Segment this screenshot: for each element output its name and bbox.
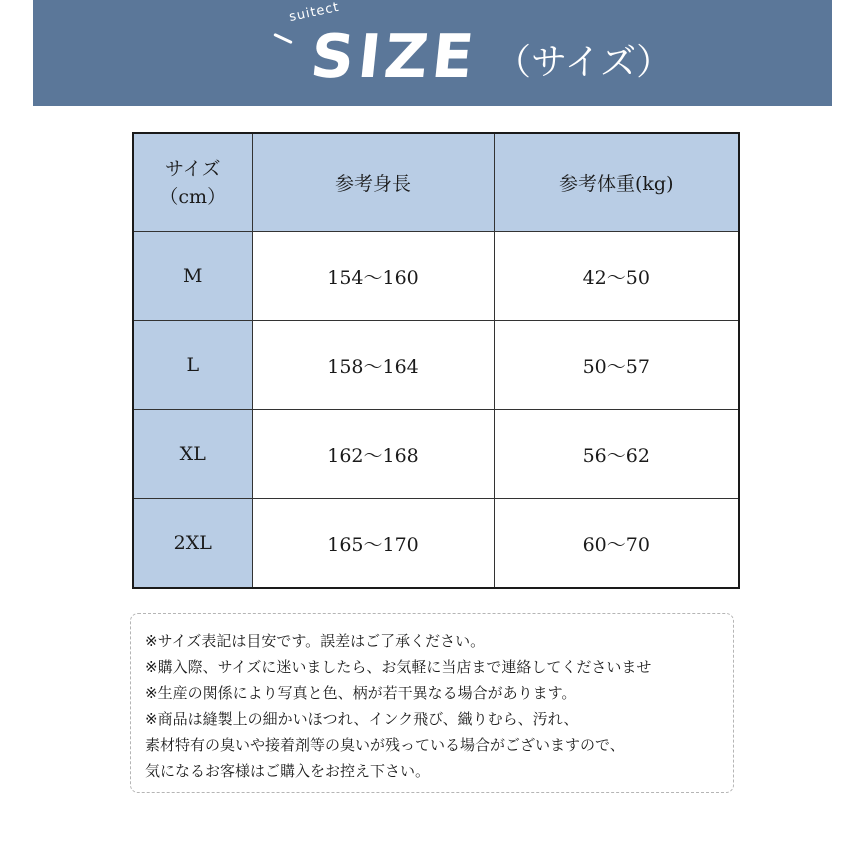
table-header-row — [133, 133, 739, 232]
size-table — [132, 132, 740, 589]
row-height: 162～168 — [252, 410, 494, 499]
note-line: ※購入際、サイズに迷いましたら、お気軽に当店まで連絡してくださいませ — [145, 658, 652, 676]
note-line: ※商品は縫製上の細かいほつれ、インク飛び、織りむら、汚れ、 — [145, 710, 579, 728]
row-size: M — [133, 232, 252, 321]
table-row — [133, 499, 739, 589]
row-size: XL — [133, 410, 252, 499]
header-weight: 参考体重(kg) — [494, 133, 739, 232]
row-height: 158～164 — [252, 321, 494, 410]
row-weight: 56～62 — [494, 410, 739, 499]
row-size: L — [133, 321, 252, 410]
row-height: 154～160 — [252, 232, 494, 321]
decorative-dash — [273, 33, 292, 44]
note-line: ※サイズ表記は目安です。誤差はご了承ください。 — [145, 632, 486, 650]
header-size-line1: サイズ — [165, 157, 221, 180]
row-weight: 60～70 — [494, 499, 739, 589]
row-weight: 42～50 — [494, 232, 739, 321]
banner-kana: （サイズ） — [495, 42, 673, 83]
title-banner — [33, 0, 832, 106]
note-line: ※生産の関係により写真と色、柄が若干異なる場合があります。 — [145, 684, 577, 702]
row-weight: 50～57 — [494, 321, 739, 410]
header-size-line2: （cm） — [159, 185, 227, 208]
banner-subtitle: suitect — [287, 0, 341, 25]
table-row — [133, 410, 739, 499]
header-size — [133, 133, 252, 232]
row-size: 2XL — [133, 499, 252, 589]
note-line: 気になるお客様はご購入をお控え下さい。 — [145, 762, 431, 780]
table-row — [133, 232, 739, 321]
banner-title: SIZE — [307, 22, 481, 92]
notes-box — [130, 613, 734, 793]
row-height: 165～170 — [252, 499, 494, 589]
table-row — [133, 321, 739, 410]
header-height: 参考身長 — [252, 133, 494, 232]
note-line: 素材特有の臭いや接着剤等の臭いが残っている場合がございますので、 — [145, 736, 625, 754]
